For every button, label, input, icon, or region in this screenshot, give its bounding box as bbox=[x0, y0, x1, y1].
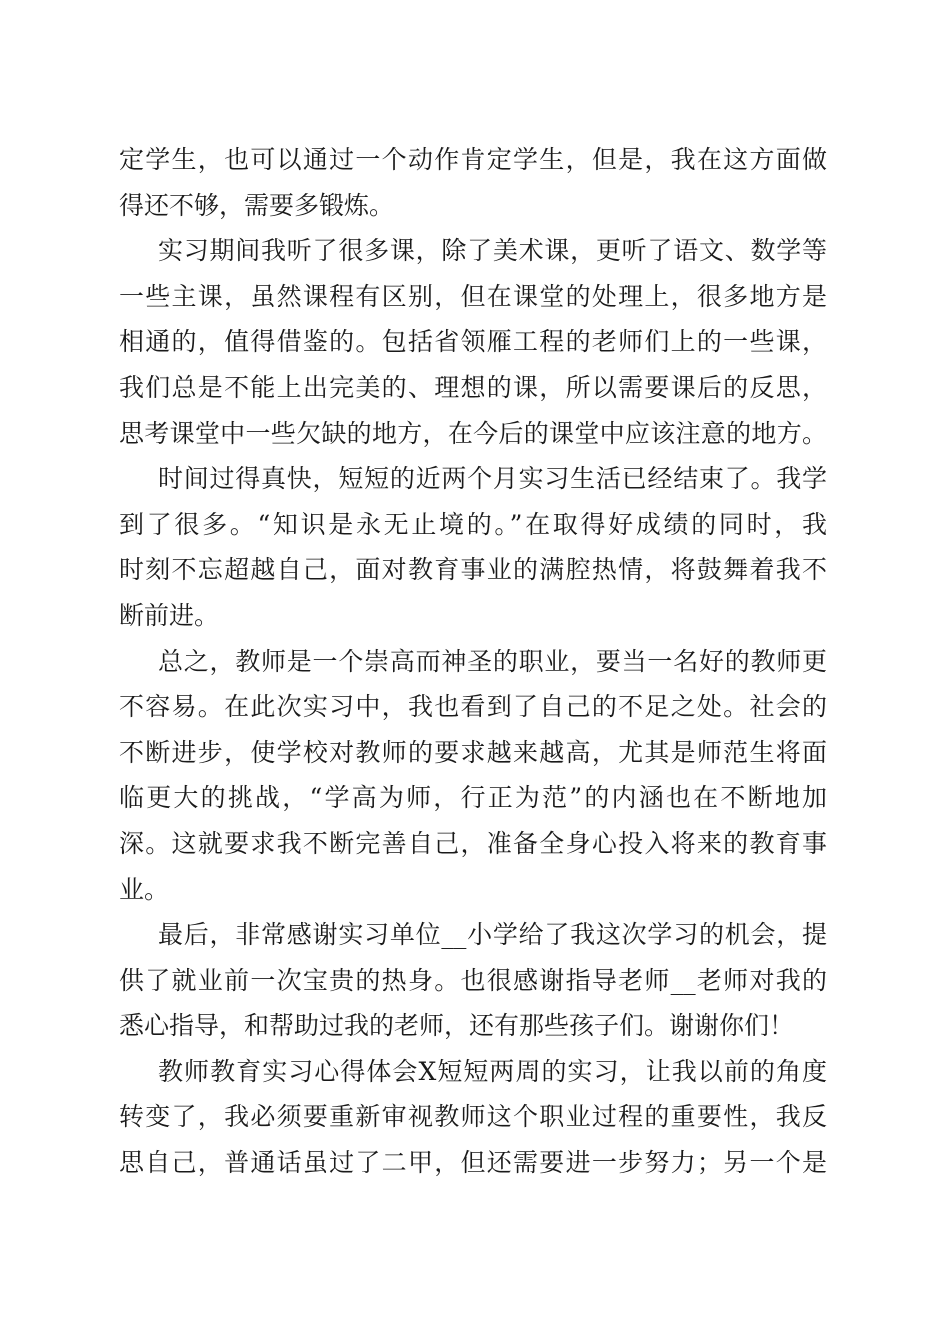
text-line: 最后，非常感谢实习单位__小学给了我这次学习的机会，提 bbox=[158, 920, 827, 950]
text-line: 思自己，普通话虽过了二甲，但还需要进一步努力；另一个是 bbox=[119, 1148, 827, 1178]
text-line: 总之，教师是一个崇高而神圣的职业，要当一名好的教师更 bbox=[158, 646, 827, 676]
text-line: 教师教育实习心得体会X短短两周的实习，让我以前的角度 bbox=[158, 1056, 827, 1086]
text-line: 时间过得真快，短短的近两个月实习生活已经结束了。我学 bbox=[158, 464, 827, 494]
text-line: 到了很多。“知识是永无止境的。”在取得好成绩的同时，我 bbox=[119, 509, 827, 539]
text-line: 相通的，值得借鉴的。包括省领雁工程的老师们上的一些课， bbox=[119, 327, 827, 357]
paragraph-6 bbox=[119, 1049, 827, 1186]
text-line: 定学生，也可以通过一个动作肯定学生，但是，我在这方面做 bbox=[119, 145, 827, 174]
paragraph-5 bbox=[119, 912, 827, 1049]
text-line: 供了就业前一次宝贵的热身。也很感谢指导老师__老师对我的 bbox=[119, 965, 827, 995]
text-line: 不容易。在此次实习中，我也看到了自己的不足之处。社会的 bbox=[119, 692, 827, 722]
text-line: 临更大的挑战，“学高为师，行正为范”的内涵也在不断地加 bbox=[119, 783, 827, 813]
text-line: 思考课堂中一些欠缺的地方，在今后的课堂中应该注意的地方。 bbox=[119, 418, 827, 448]
text-line: 悉心指导，和帮助过我的老师，还有那些孩子们。谢谢你们！ bbox=[119, 1011, 795, 1041]
text-line: 我们总是不能上出完美的、理想的课，所以需要课后的反思， bbox=[119, 372, 827, 402]
document-body bbox=[119, 137, 827, 1186]
text-line: 断前进。 bbox=[119, 600, 220, 630]
text-line: 深。这就要求我不断完善自己，准备全身心投入将来的教育事 bbox=[119, 828, 827, 858]
text-line: 得还不够，需要多锻炼。 bbox=[119, 190, 395, 220]
paragraph-3 bbox=[119, 456, 827, 638]
paragraph-4 bbox=[119, 639, 827, 913]
paragraph-1 bbox=[119, 137, 827, 228]
text-line: 实习期间我听了很多课，除了美术课，更听了语文、数学等 bbox=[158, 236, 827, 266]
text-line: 不断进步，使学校对教师的要求越来越高，尤其是师范生将面 bbox=[119, 737, 827, 767]
text-line: 时刻不忘超越自己，面对教育事业的满腔热情，将鼓舞着我不 bbox=[119, 555, 827, 585]
text-line: 转变了，我必须要重新审视教师这个职业过程的重要性，我反 bbox=[119, 1102, 827, 1132]
text-line: 一些主课，虽然课程有区别，但在课堂的处理上，很多地方是 bbox=[119, 281, 827, 311]
text-line: 业。 bbox=[119, 874, 170, 904]
paragraph-2 bbox=[119, 228, 827, 456]
